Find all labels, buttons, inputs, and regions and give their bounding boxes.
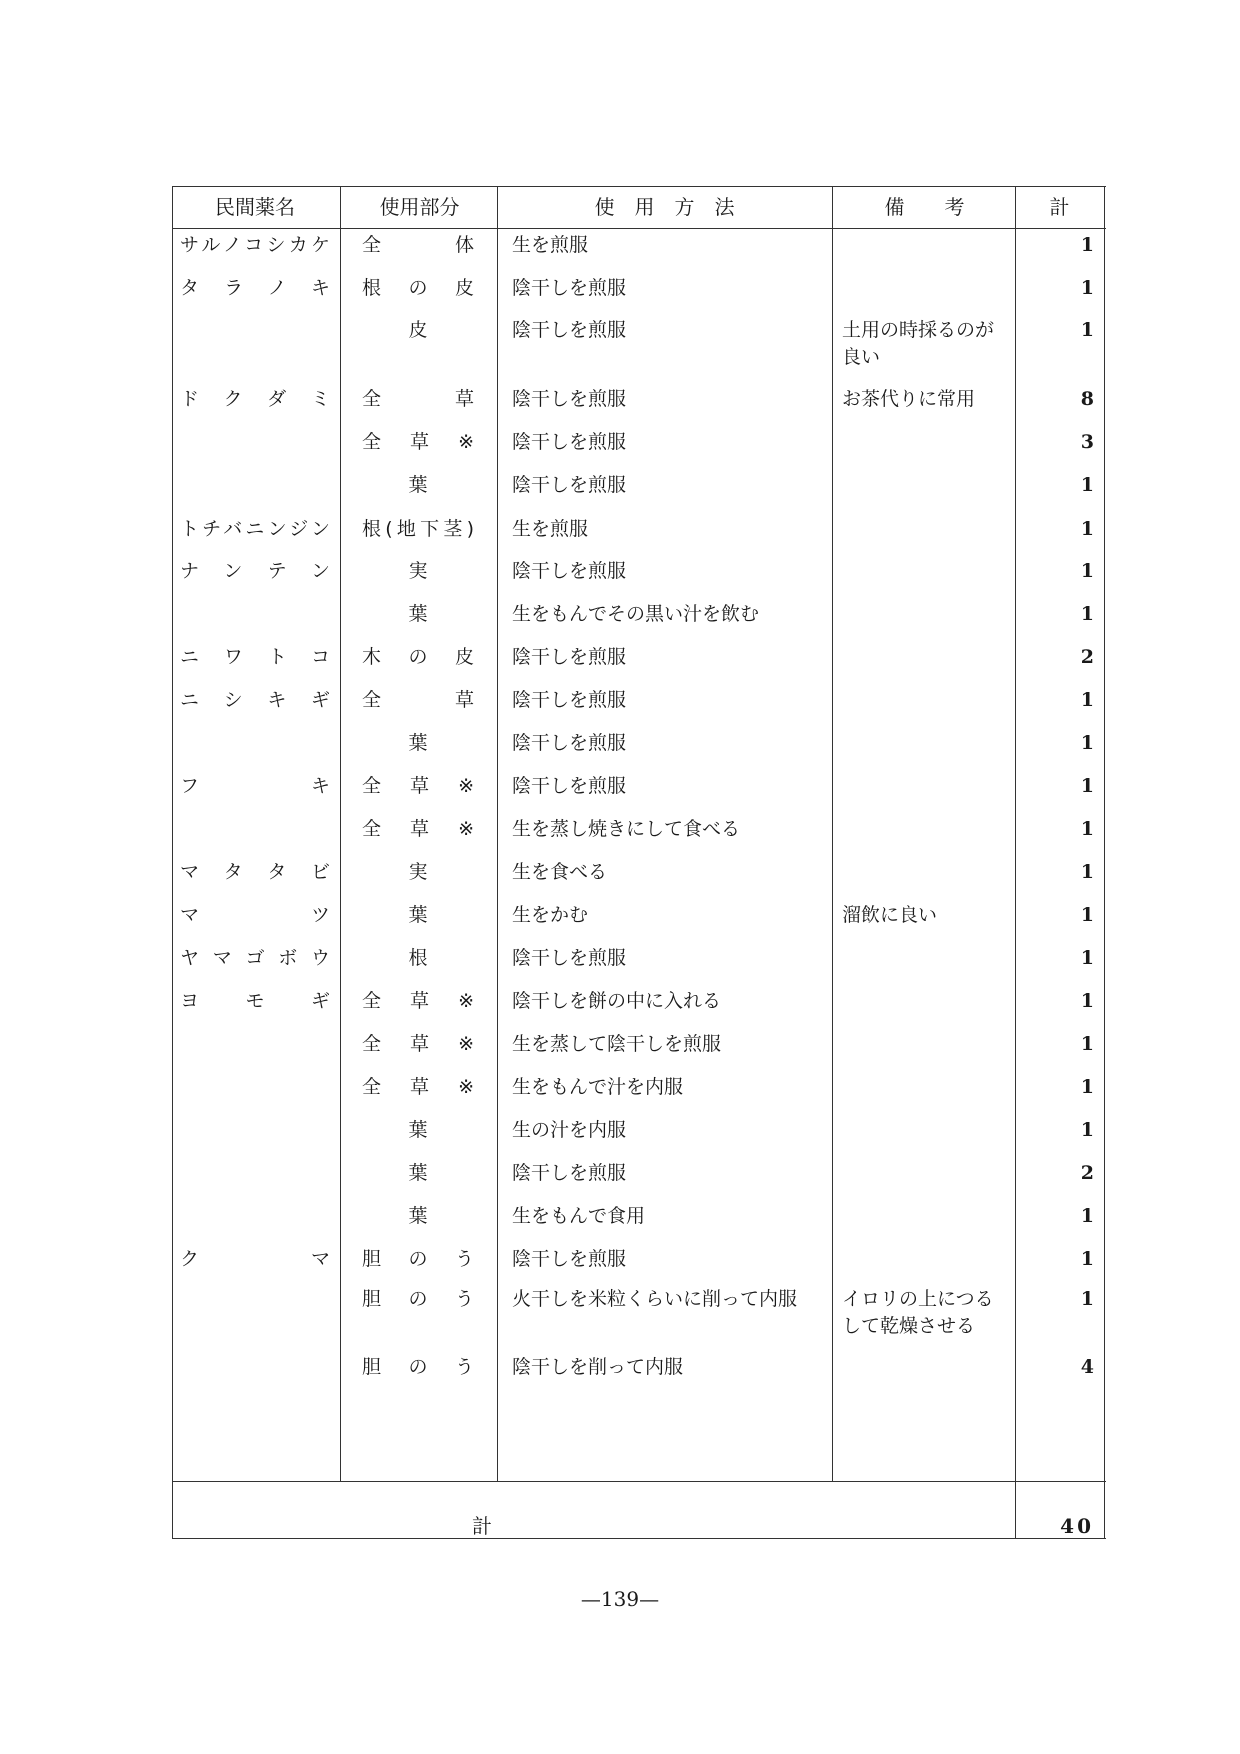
row-count: 1 <box>1080 1033 1094 1055</box>
row-part: 全草※ <box>362 990 474 1012</box>
row-part: 木の皮 <box>362 646 474 668</box>
row-part: 全草※ <box>362 1076 474 1098</box>
row-method: 陰干しを煎服 <box>512 388 627 410</box>
row-name: トチバニンジン <box>180 518 330 540</box>
row-method: 陰干しを煎服 <box>512 732 627 754</box>
row-note: 溜飲に良い <box>842 904 938 926</box>
row-method: 陰干しを煎服 <box>512 1162 627 1184</box>
row-part: 全体 <box>362 234 474 256</box>
row-method: 生を蒸し焼きにして食べる <box>512 818 741 840</box>
column-divider-method <box>832 186 833 1481</box>
row-method: 陰干しを煎服 <box>512 319 627 341</box>
row-name: マタタビ <box>180 861 330 883</box>
row-count: 1 <box>1080 1205 1094 1227</box>
herbal-medicine-table <box>172 186 1106 1538</box>
row-part: 皮 <box>408 319 428 341</box>
row-method: 生の汁を内服 <box>512 1119 627 1141</box>
row-part: 葉 <box>408 474 428 496</box>
row-count: 1 <box>1080 603 1094 625</box>
row-method: 陰干しを煎服 <box>512 560 627 582</box>
table-border-bottom <box>172 1538 1106 1539</box>
row-name: ヤマゴボウ <box>180 947 330 969</box>
row-part: 全草 <box>362 388 474 410</box>
table-border-right <box>1104 186 1105 1538</box>
total-label: 計 <box>472 1514 492 1538</box>
row-note: 土用の時採るのが良い <box>842 319 995 368</box>
row-count: 1 <box>1080 990 1094 1012</box>
row-count: 1 <box>1080 234 1094 256</box>
row-method: 陰干しを煎服 <box>512 431 627 453</box>
row-part: 葉 <box>408 1119 428 1141</box>
row-count: 2 <box>1080 1162 1094 1184</box>
row-count: 3 <box>1080 431 1094 453</box>
row-name: ヨモギ <box>180 990 330 1012</box>
total-rule <box>172 1481 1106 1482</box>
row-count: 1 <box>1080 518 1094 540</box>
row-method: 生をもんでその黒い汁を飲む <box>512 603 760 625</box>
row-name: ナンテン <box>180 560 330 582</box>
row-count: 1 <box>1080 1248 1094 1270</box>
row-count: 1 <box>1080 904 1094 926</box>
row-method: 陰干しを煎服 <box>512 947 627 969</box>
table-border-left <box>172 186 173 1538</box>
row-method: 生を煎服 <box>512 518 589 540</box>
row-method: 陰干しを煎服 <box>512 775 627 797</box>
row-count: 1 <box>1080 775 1094 797</box>
row-method: 陰干しを煎服 <box>512 277 627 299</box>
row-part: 全草※ <box>362 431 474 453</box>
row-count: 1 <box>1080 861 1094 883</box>
column-divider-count <box>1015 186 1016 1538</box>
header-count: 計 <box>1049 195 1070 219</box>
row-count: 1 <box>1080 277 1094 299</box>
row-part: 胆のう <box>362 1356 474 1378</box>
row-count: 1 <box>1080 319 1094 341</box>
header-part: 使用部分 <box>379 195 460 219</box>
row-name: マツ <box>180 904 330 926</box>
row-part: 胆のう <box>362 1248 474 1270</box>
row-name: ドクダミ <box>180 388 330 410</box>
row-count: 1 <box>1080 1288 1094 1310</box>
row-name: タラノキ <box>180 277 330 299</box>
row-count: 1 <box>1080 818 1094 840</box>
row-method: 生を食べる <box>512 861 608 883</box>
row-name: ニシキギ <box>180 689 330 711</box>
row-method: 陰干しを煎服 <box>512 646 627 668</box>
row-count: 8 <box>1080 388 1094 410</box>
row-count: 1 <box>1080 732 1094 754</box>
row-count: 1 <box>1080 474 1094 496</box>
row-part: 根 <box>408 947 428 969</box>
row-part: 実 <box>408 861 428 883</box>
row-method: 生を蒸して陰干しを煎服 <box>512 1033 722 1055</box>
row-part: 葉 <box>408 603 428 625</box>
row-name: ニワトコ <box>180 646 330 668</box>
header-name: 民間薬名 <box>215 195 295 219</box>
row-part: 実 <box>408 560 428 582</box>
table-border-top <box>172 186 1106 187</box>
row-method: 陰干しを餅の中に入れる <box>512 990 722 1012</box>
header-note: 備 考 <box>884 195 965 219</box>
row-method: 生をもんで汁を内服 <box>512 1076 684 1098</box>
row-part: 根の皮 <box>362 277 474 299</box>
row-method: 生を煎服 <box>512 234 589 256</box>
row-count: 1 <box>1080 947 1094 969</box>
row-name: クマ <box>180 1248 330 1270</box>
row-part: 全草※ <box>362 775 474 797</box>
page-number: —139— <box>580 1587 660 1611</box>
row-part: 全草※ <box>362 818 474 840</box>
row-method: 陰干しを削って内服 <box>512 1356 684 1378</box>
row-part: 葉 <box>408 904 428 926</box>
row-count: 2 <box>1080 646 1094 668</box>
row-method: 陰干しを煎服 <box>512 689 627 711</box>
row-part: 葉 <box>408 1205 428 1227</box>
row-count: 1 <box>1080 560 1094 582</box>
row-part: 葉 <box>408 1162 428 1184</box>
row-name: フキ <box>180 775 330 797</box>
row-part: 全草 <box>362 689 474 711</box>
column-divider-part <box>497 186 498 1481</box>
row-count: 1 <box>1080 1076 1094 1098</box>
row-method: 生をかむ <box>512 904 589 926</box>
row-method: 陰干しを煎服 <box>512 1248 627 1270</box>
header-rule <box>172 228 1106 229</box>
total-count: 40 <box>1060 1514 1094 1538</box>
column-divider-name <box>340 186 341 1481</box>
row-part: 全草※ <box>362 1033 474 1055</box>
row-count: 4 <box>1080 1356 1094 1378</box>
row-part: 根(地下茎) <box>362 518 474 540</box>
row-count: 1 <box>1080 1119 1094 1141</box>
row-name: サルノコシカケ <box>180 234 330 256</box>
row-method: 生をもんで食用 <box>512 1205 646 1227</box>
row-part: 葉 <box>408 732 428 754</box>
row-note: お茶代りに常用 <box>842 388 976 410</box>
row-method: 陰干しを煎服 <box>512 474 627 496</box>
row-method: 火干しを米粒くらいに削って内服 <box>512 1288 798 1310</box>
row-count: 1 <box>1080 689 1094 711</box>
row-part: 胆のう <box>362 1288 474 1310</box>
row-note: イロリの上につるして乾燥させる <box>842 1288 994 1337</box>
header-method: 使 用 方 法 <box>594 195 735 219</box>
